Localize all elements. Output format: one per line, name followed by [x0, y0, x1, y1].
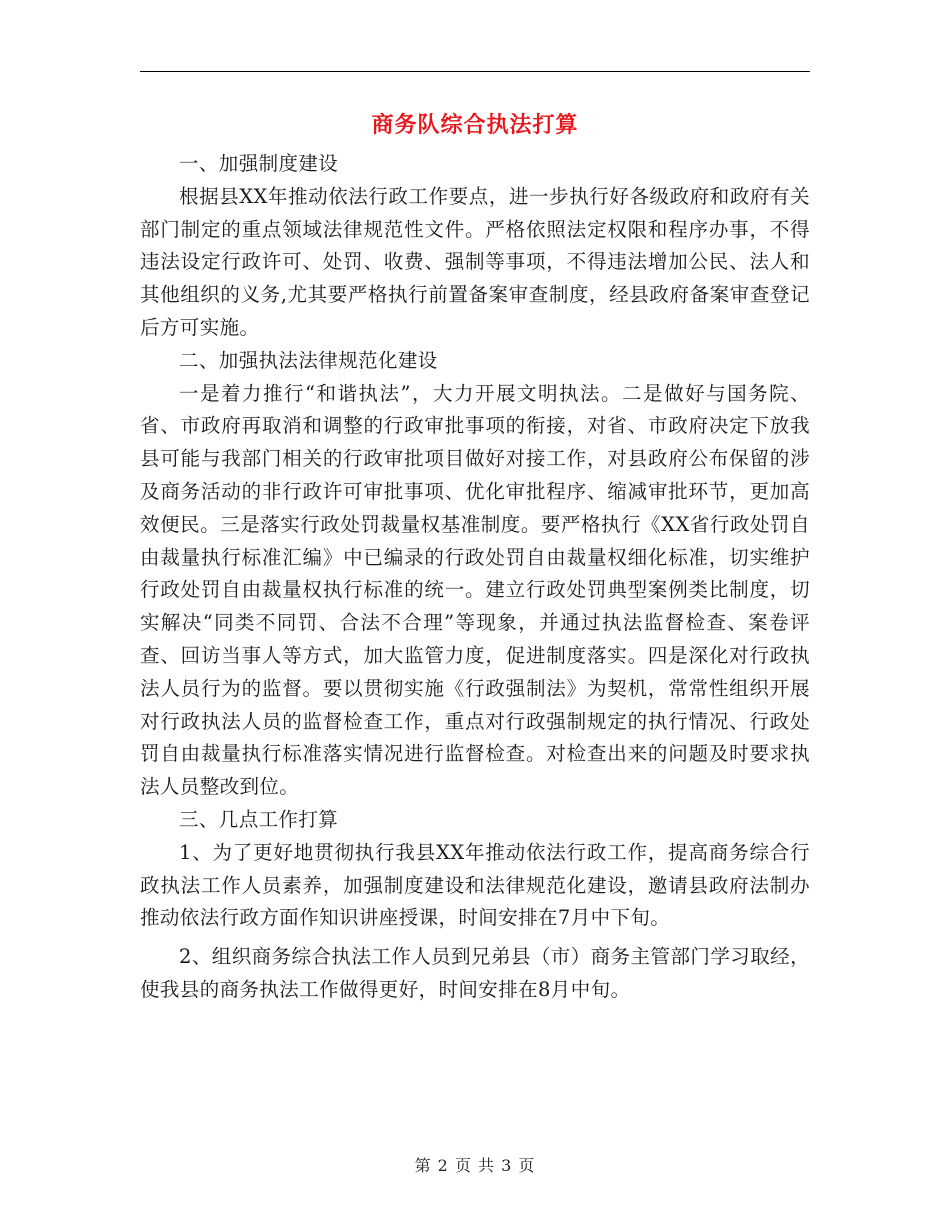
document-body — [140, 148, 810, 1007]
paragraph-1: 根据县XX年推动依法行政工作要点，进一步执行好各级政府和政府有关部门制定的重点领域法律规范性文件。严格依照法定权限和程序办事，不得违法设定行政许可、处罚、收费、强制等事项，不得违法增加公民、法人和其他组织的义务,尤其要严格执行前置备案审查制度，经县政府备案审查登记后方可实施。 — [140, 184, 810, 339]
list-item-1: 1、为了更好地贯彻执行我县XX年推动依法行政工作，提高商务综合行政执法工作人员素养，加强制度建设和法律规范化建设，邀请县政府法制办推动依法行政方面作知识讲座授课，时间安排在7月中下旬。 — [140, 840, 810, 930]
section-heading-2: 二、加强执法法律规范化建设 — [179, 348, 438, 372]
header-rule — [140, 71, 810, 72]
paragraph-2: 一是着力推行“和谐执法”，大力开展文明执法。二是做好与国务院、省、市政府再取消和调整的行政审批事项的衔接，对省、市政府决定下放我县可能与我部门相关的行政审批项目做好对接工作，对县政府公布保留的涉及商务活动的非行政许可审批事项、优化审批程序、缩减审批环节，更加高效便民。三是落实行政处罚裁量权基准制度。要严格执行《XX省行政处罚自由裁量执行标准汇编》中已编录的行政处罚自由裁量权细化标准，切实维护行政处罚自由裁量权执行标准的统一。建立行政处罚典型案例类比制度，切实解决“同类不同罚、合法不合理”等现象，并通过执法监督检查、案卷评查、回访当事人等方式，加大监管力度，促进制度落实。四是深化对行政执法人员行为的监督。要以贯彻实施《行政强制法》为契机，常常性组织开展对行政执法人员的监督检查工作，重点对行政强制规定的执行情况、行政处罚自由裁量执行标准落实情况进行监督检查。对检查出来的问题及时要求执法人员整改到位。 — [140, 381, 810, 799]
page-number: 第 2 页 共 3 页 — [414, 1156, 536, 1175]
list-item-2: 2、组织商务综合执法工作人员到兄弟县（市）商务主管部门学习取经，使我县的商务执法工作做得更好，时间安排在8月中旬。 — [140, 945, 810, 1001]
section-heading-1: 一、加强制度建设 — [179, 152, 339, 175]
document-title: 商务队综合执法打算 — [371, 112, 579, 138]
section-heading-3: 三、几点工作打算 — [179, 807, 339, 831]
